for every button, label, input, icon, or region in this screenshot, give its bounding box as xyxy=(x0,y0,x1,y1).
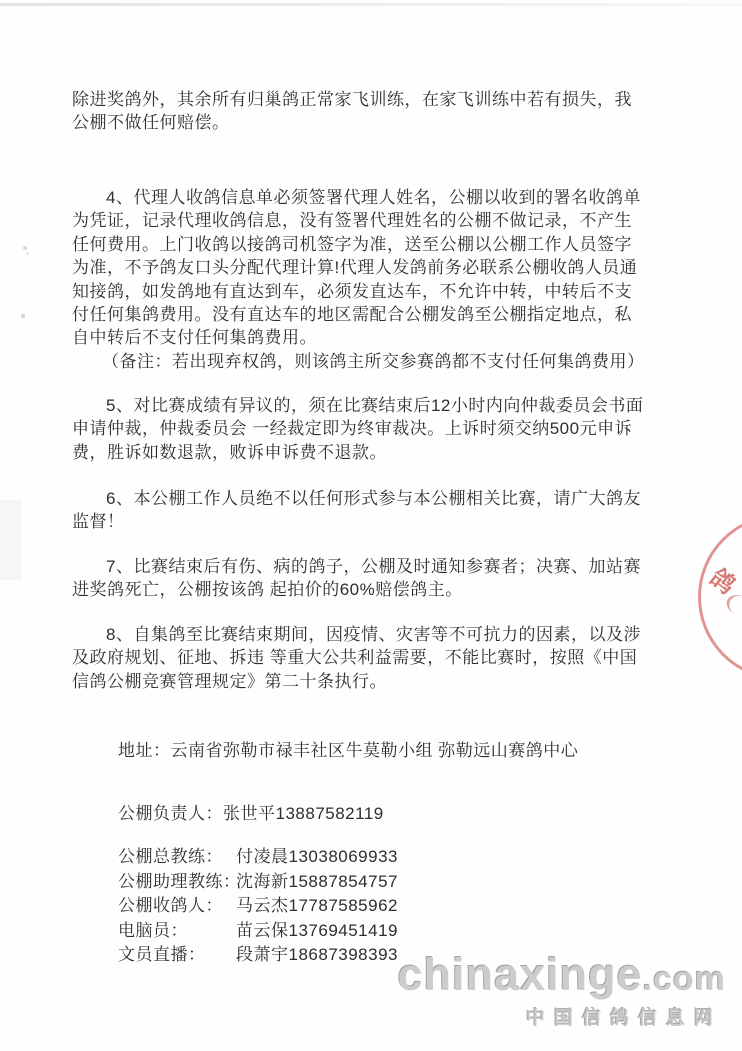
scan-artifact-top-edge xyxy=(0,3,742,6)
contact-label: 公棚助理教练： xyxy=(118,871,241,891)
contact-label: 文员直播： xyxy=(118,945,206,965)
text-line: 监督！ xyxy=(72,512,125,532)
text-line: 公棚不做任何赔偿。 xyxy=(72,113,230,133)
watermark-site-name-cn: 中国信鸽信息网 xyxy=(525,1008,722,1029)
scan-speck xyxy=(23,246,27,250)
paragraph-intro xyxy=(72,88,652,135)
text-line: 8、自集鸽至比赛结束期间，因疫情、灾害等不可抗力的因素，以及涉 xyxy=(106,625,641,644)
seal-stroke-icon xyxy=(723,591,742,621)
contact-label: 公棚总教练： xyxy=(118,847,223,866)
text-line-note: （备注：若出现弃权鸽，则该鸽主所交参赛鸽都不支付任何集鸽费用） xyxy=(102,351,645,371)
clause-8 xyxy=(72,623,652,693)
clause-6 xyxy=(72,487,652,534)
text-line: 信鸽公棚竞赛管理规定》第二十条执行。 xyxy=(72,671,387,691)
clause-4 xyxy=(72,186,652,373)
contact-value: 苗云保13769451419 xyxy=(236,920,399,940)
scan-speck xyxy=(26,252,29,255)
clause-5 xyxy=(72,394,652,464)
manager-line: 公棚负责人：张世平13887582119 xyxy=(118,804,384,823)
text-line: 为准，不予鸽友口头分配代理计算!代理人发鸽前务必联系公棚收鸽人员通 xyxy=(72,258,638,278)
address-line: 地址：云南省弥勒市禄丰社区牛莫勒小组 弥勒远山赛鸽中心 xyxy=(118,741,579,760)
contact-label: 公棚收鸽人： xyxy=(118,896,223,916)
contact-row xyxy=(118,845,398,870)
text-line: 自中转后不支付任何集鸽费用。 xyxy=(72,328,317,348)
text-line: 付任何集鸽费用。没有直达车的地区需配合公棚发鸽至公棚指定地点，私 xyxy=(72,305,632,325)
contact-value: 付凌晨13038069933 xyxy=(236,847,399,866)
watermark-site: chinaxinge xyxy=(397,949,643,1000)
watermark-site-name xyxy=(397,949,726,1002)
contact-row xyxy=(118,894,398,919)
watermark-tld: .com xyxy=(642,960,726,998)
text-line: 及政府规划、征地、拆违 等重大公共利益需要，不能比赛时，按照《中国 xyxy=(72,648,638,668)
contact-value: 段萧宇18687398393 xyxy=(236,945,399,965)
watermark xyxy=(397,949,726,1030)
text-line: 为凭证，记录代理收鸽信息，没有签署代理姓名的公棚不做记录，不产生 xyxy=(72,211,632,231)
contact-row xyxy=(118,919,398,944)
text-line: 6、本公棚工作人员绝不以任何形式参与本公棚相关比赛，请广大鸽友 xyxy=(106,489,641,508)
scan-artifact-shade xyxy=(0,500,22,580)
text-line: 申请仲裁，仲裁委员会 一经裁定即为终审裁决。上诉时须交纳500元申诉 xyxy=(72,419,633,439)
contact-label: 电脑员： xyxy=(118,920,188,940)
text-line: 进奖鸽死亡，公棚按该鸽 起拍价的60%赔偿鸽主。 xyxy=(72,580,463,600)
text-line: 知接鸽，如发鸽地有直达到车，必须发直达车，不允许中转，中转后不支 xyxy=(72,281,632,301)
contact-value: 马云杰17787585962 xyxy=(236,896,399,916)
text-line: 任何费用。上门收鸽以接鸽司机签字为准，送至公棚以公棚工作人员签字 xyxy=(72,234,632,254)
scan-speck xyxy=(21,314,25,318)
text-line: 7、比赛结束后有伤、病的鸽子，公棚及时通知参赛者；决赛、加站赛 xyxy=(106,557,641,576)
text-line: 4、代理人收鸽信息单必须签署代理人姓名，公棚以收到的署名收鸽单 xyxy=(106,188,641,207)
text-line: 除进奖鸽外，其余所有归巢鸽正常家飞训练，在家飞训练中若有损失，我 xyxy=(72,90,632,109)
clause-7 xyxy=(72,555,652,602)
text-line: 费，胜诉如数退款，败诉申诉费不退款。 xyxy=(72,442,387,462)
contact-row xyxy=(118,943,398,968)
seal-character: 鸽 xyxy=(704,563,740,600)
contact-list xyxy=(118,845,398,968)
seal-circle-icon xyxy=(698,514,742,680)
contact-row xyxy=(118,870,398,895)
contact-value: 沈海新15887854757 xyxy=(236,871,399,891)
text-line: 5、对比赛成绩有异议的，须在比赛结束后12小时内向仲裁委员会书面 xyxy=(106,396,644,415)
